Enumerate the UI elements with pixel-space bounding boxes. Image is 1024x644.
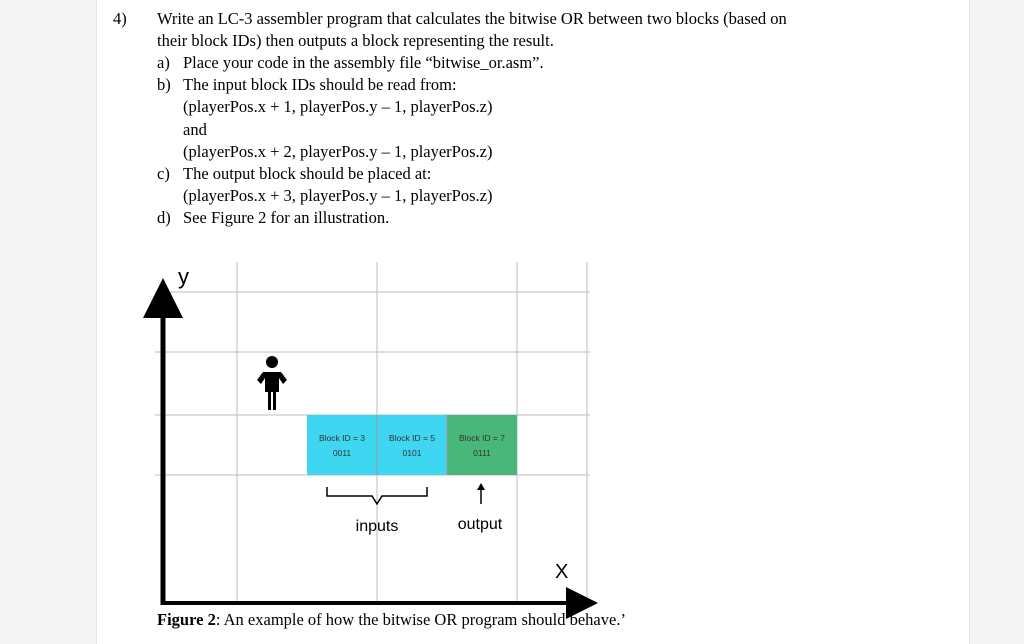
item-c-marker: c) — [157, 164, 170, 183]
question-line-2: their block IDs) then outputs a block representing the result. — [157, 31, 554, 50]
block-1-binary: 0011 — [332, 448, 352, 458]
block-2-label: Block ID = 5 — [388, 433, 436, 443]
item-a-text: Place your code in the assembly file “bitwise_or.asm”. — [183, 53, 544, 72]
y-axis-label: y — [178, 264, 189, 289]
question-number: 4) — [113, 9, 127, 28]
inputs-label: inputs — [355, 518, 399, 535]
item-b-text-1: The input block IDs should be read from: — [183, 75, 457, 94]
question-line-1: Write an LC-3 assembler program that calculates the bitwise OR between two blocks (based on — [157, 9, 787, 28]
item-b-text-4: (playerPos.x + 2, playerPos.y – 1, playerPos.z) — [183, 142, 493, 161]
item-b-text-2: (playerPos.x + 1, playerPos.y – 1, playerPos.z) — [183, 97, 493, 116]
block-1-label: Block ID = 3 — [318, 433, 366, 443]
caption-figure-number: Figure 2 — [157, 610, 216, 629]
block-input-1 — [307, 415, 377, 475]
item-b-marker: b) — [157, 75, 171, 94]
player-icon — [257, 356, 287, 410]
figure-caption — [157, 610, 626, 630]
item-a-marker: a) — [157, 53, 170, 72]
item-c-text-2: (playerPos.x + 3, playerPos.y – 1, playerPos.z) — [183, 186, 493, 205]
block-output — [447, 415, 517, 475]
block-3-label: Block ID = 7 — [458, 433, 506, 443]
output-label: output — [457, 516, 503, 533]
caption-text: : An example of how the bitwise OR program should behave.’ — [215, 610, 626, 629]
block-input-2 — [377, 415, 447, 475]
item-c-text-1: The output block should be placed at: — [183, 164, 432, 183]
item-d-marker: d) — [157, 208, 171, 227]
item-d-text: See Figure 2 for an illustration. — [183, 208, 390, 227]
item-b-text-3: and — [183, 120, 207, 139]
block-2-binary: 0101 — [402, 448, 422, 458]
block-3-binary: 0111 — [473, 448, 491, 458]
x-axis-label: X — [555, 561, 569, 583]
